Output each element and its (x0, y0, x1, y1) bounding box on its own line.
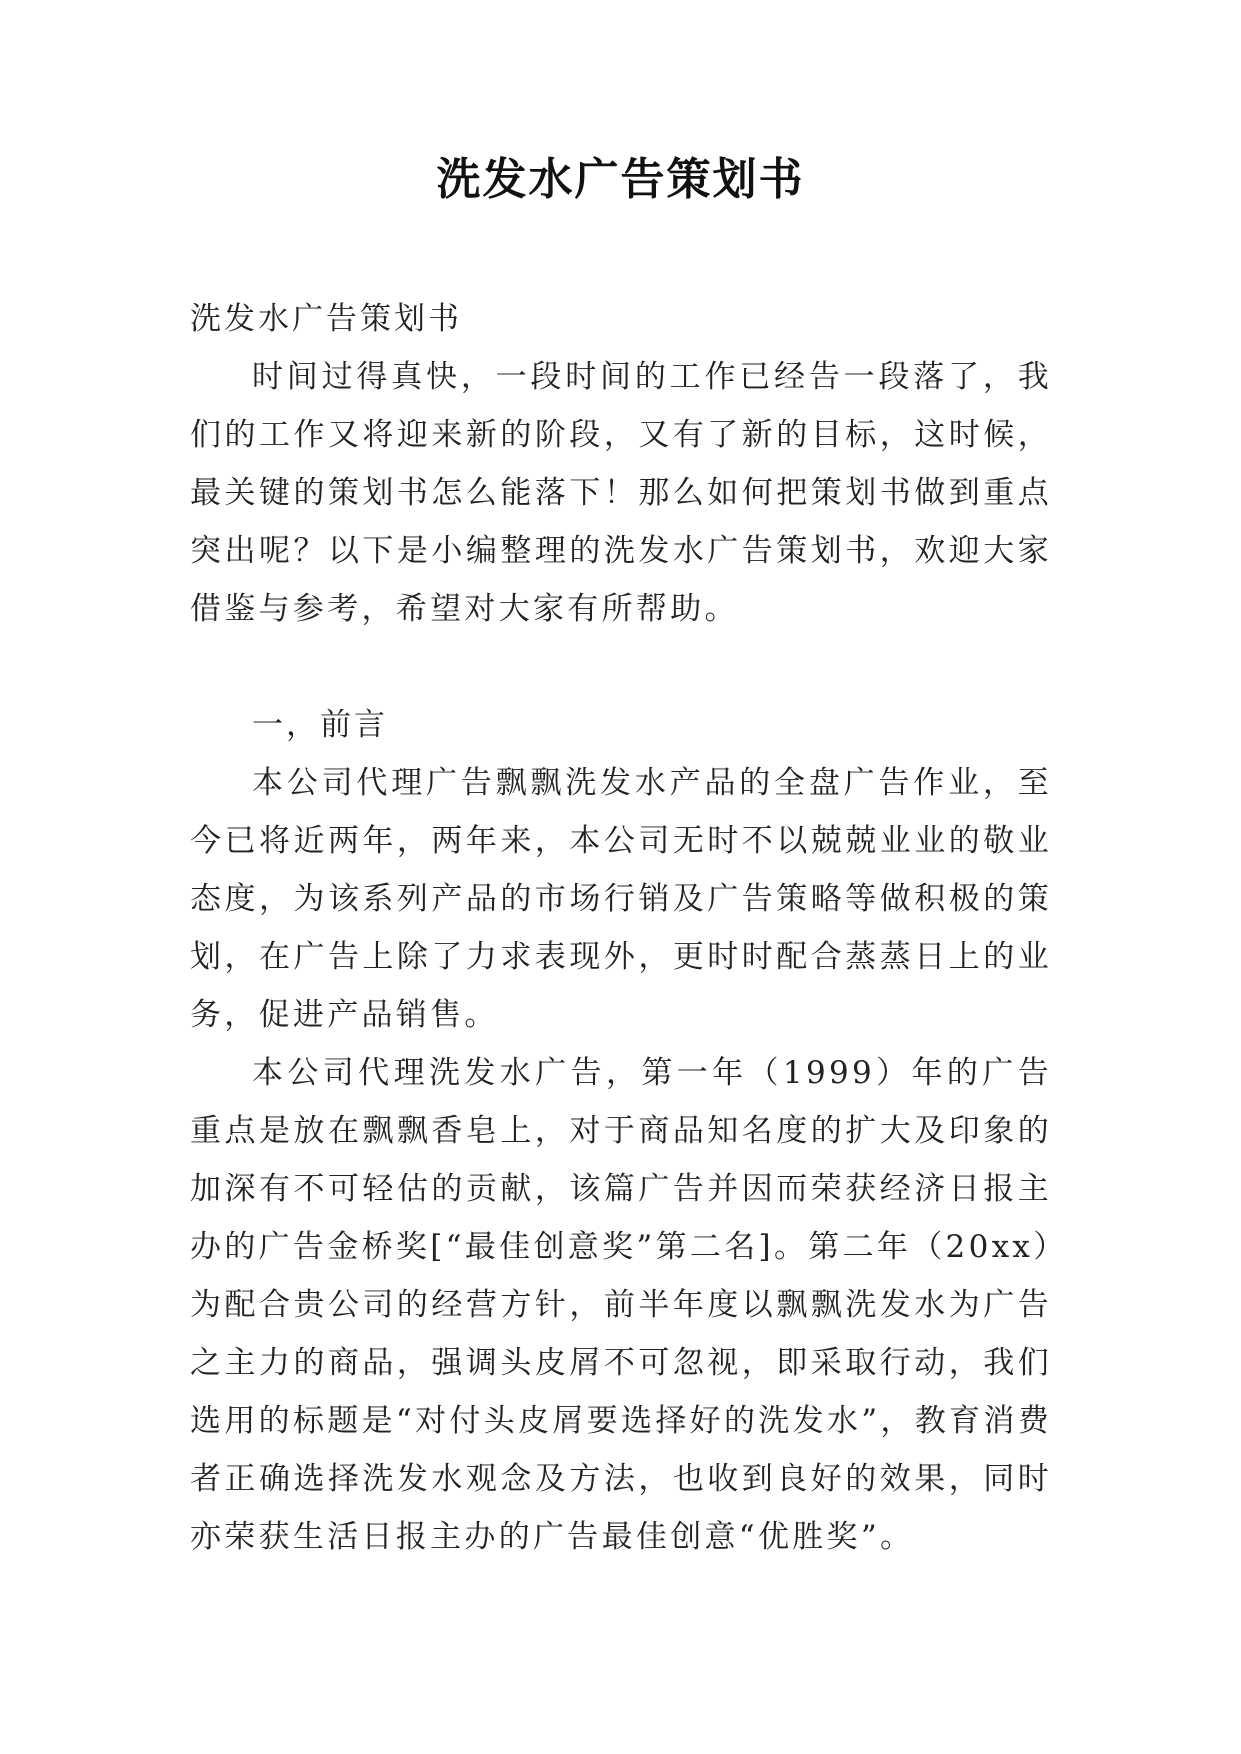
preface-paragraph-1: 本公司代理广告飘飘洗发水产品的全盘广告作业，至今已将近两年，两年来，本公司无时不以兢兢业业的敬业态度，为该系列产品的市场行销及广告策略等做积极的策划，在广告上除了力求表现外，更时时配合蒸蒸日上的业务，促进产品销售。 (190, 765, 1052, 1033)
document-body (190, 290, 1052, 1566)
document-subtitle: 洗发水广告策划书 (190, 301, 462, 337)
preface-paragraph-2: 本公司代理洗发水广告，第一年（1999）年的广告重点是放在飘飘香皂上，对于商品知名度的扩大及印象的加深有不可轻估的贡献，该篇广告并因而荣获经济日报主办的广告金桥奖[“最佳创意奖”第二名]。第二年（20xx）为配合贵公司的经营方针，前半年度以飘飘洗发水为广告之主力的商品，强调头皮屑不可忽视，即采取行动，我们选用的标题是“对付头皮屑要选择好的洗发水”，教育消费者正确选择洗发水观念及方法，也收到良好的效果，同时亦荣获生活日报主办的广告最佳创意“优胜奖”。 (190, 1055, 1052, 1555)
document-title: 洗发水广告策划书 (436, 154, 805, 205)
intro-paragraph: 时间过得真快，一段时间的工作已经告一段落了，我们的工作又将迎来新的阶段，又有了新的目标，这时候，最关键的策划书怎么能落下！那么如何把策划书做到重点突出呢？以下是小编整理的洗发水广告策划书，欢迎大家借鉴与参考，希望对大家有所帮助。 (190, 359, 1052, 627)
section-heading-preface: 一，前言 (252, 707, 388, 743)
paragraph-spacer (190, 638, 1052, 696)
